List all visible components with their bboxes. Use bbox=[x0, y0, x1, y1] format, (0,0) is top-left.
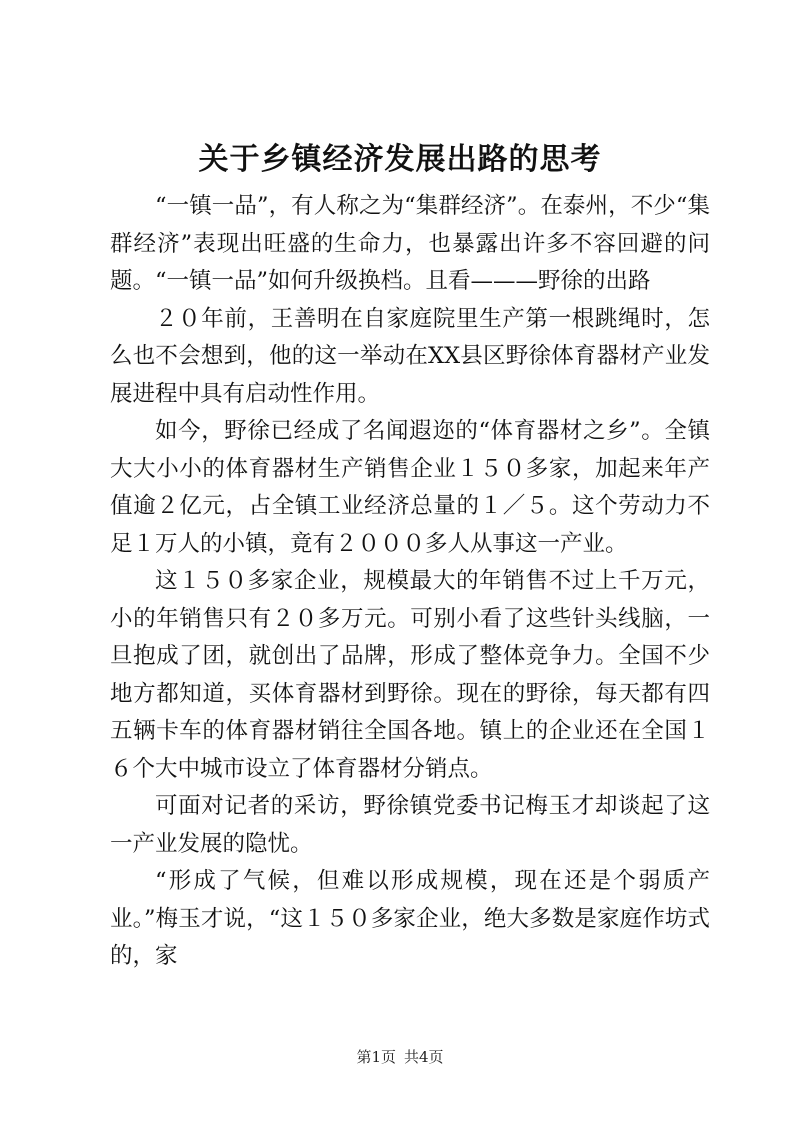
paragraph-interview: 可面对记者的采访，野徐镇党委书记梅玉才却谈起了这一产业发展的隐忧。 bbox=[110, 793, 710, 857]
paragraph-quote: “形成了气候，但难以形成规模，现在还是个弱质产业。”梅玉才说，“这１５０多家企业，绝大多数是家庭作坊式的，家 bbox=[110, 868, 710, 969]
document-body bbox=[110, 188, 710, 976]
page-total: 共4页 bbox=[404, 1048, 444, 1066]
paragraph-intro: “一镇一品”，有人称之为“集群经济”。在泰州，不少“集群经济”表现出旺盛的生命力，也暴露出许多不容回避的问题。“一镇一品”如何升级换档。且看———野徐的出路 bbox=[110, 193, 710, 294]
paragraph-origin: ２０年前，王善明在自家庭院里生产第一根跳绳时，怎么也不会想到，他的这一举动在XX县区野徐体育器材产业发展进程中具有启动性作用。 bbox=[110, 305, 710, 407]
paragraph-enterprises: 这１５０多家企业，规模最大的年销售不过上千万元，小的年销售只有２０多万元。可别小看了这些针头线脑，一旦抱成了团，就创出了品牌，形成了整体竞争力。全国不少地方都知道，买体育器材到野徐。现在的野徐，每天都有四五辆卡车的体育器材销往全国各地。镇上的企业还在全国１６个大中城市设立了体育器材分销点。 bbox=[110, 568, 710, 782]
page-footer bbox=[0, 1047, 800, 1067]
document-title: 关于乡镇经济发展出路的思考 bbox=[198, 142, 602, 177]
paragraph-status: 如今，野徐已经成了名闻遐迩的“体育器材之乡”。全镇大大小小的体育器材生产销售企业１５０多家，加起来年产值逾２亿元，占全镇工业经济总量的１／５。这个劳动力不足１万人的小镇，竟有２０００多人从事这一产业。 bbox=[110, 418, 710, 557]
page-number: 第1页 bbox=[356, 1048, 396, 1066]
